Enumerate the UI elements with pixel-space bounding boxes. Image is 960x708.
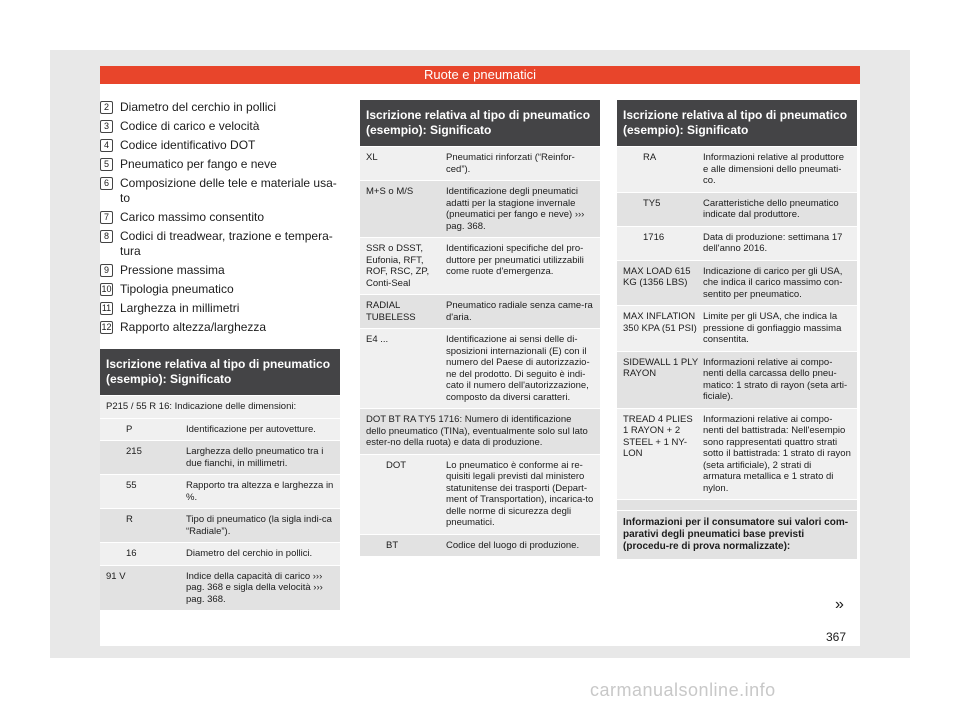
table-title: Iscrizione relativa al tipo di pneumatico (esempio): Significato [360,100,600,146]
watermark: carmanualsonline.info [590,680,776,700]
row-key: SIDEWALL 1 PLY RAYON [623,356,698,379]
column-right [617,100,857,559]
row-key: RA [643,152,657,163]
row-key: SSR o DSST, Eufonia, RFT, ROF, RSC, ZP, Conti-Seal [366,243,430,289]
number-badge: 3 [100,120,113,133]
table-row [617,192,857,226]
row-key: TY5 [643,197,661,209]
row-key: 215 [126,446,142,457]
column-middle [360,100,600,556]
table-row [360,146,600,180]
row-key: XL [366,152,378,163]
table-row [360,328,600,408]
row-value: Codice del luogo di produzione. [446,539,580,551]
row-key: M+S o M/S [366,186,414,197]
table-row [360,180,600,237]
list-item [100,282,340,297]
row-value: Limite per gli USA, che indica la pressione di gonfiaggio massima consentita. [703,311,842,345]
numbered-list [100,100,340,335]
list-item-text: Codice di carico e velocità [120,119,260,133]
row-value: Lo pneumatico è conforme ai re-quisiti legali previsti dal ministero statunitense dei trasporti (Depart-ment of Transportation), incarica-to delle norme di sicurezza degli pneumatici. [446,459,594,528]
list-item [100,210,340,225]
row-value: Indicazione di carico per gli USA, che indica il carico massimo con-sentito per pneumatico. [703,265,843,300]
consumer-info-note: Informazioni per il consumatore sui valori com-parativi degli pneumatici base previsti (procedu-re di prova normalizzate): [617,510,857,559]
row-value: Identificazione per autovetture. [186,423,316,435]
number-badge: 2 [100,101,113,114]
table-title: Iscrizione relativa al tipo di pneumatico (esempio): Significato [100,349,340,395]
page-number: 367 [826,630,847,644]
row-value: Pneumatico radiale senza came-ra d'aria. [446,300,593,323]
row-key: 1716 [643,231,665,243]
list-item-text: Codici di treadwear, trazione e tempera-tura [120,229,333,258]
table-row [100,474,340,508]
row-value: Pneumatici rinforzati (“Reinfor-ced”). [446,152,575,175]
list-item [100,301,340,316]
table-row [100,508,340,542]
row-key: TREAD 4 PLIES 1 RAYON + 2 STEEL + 1 NY-LON [623,413,693,459]
table-title: Iscrizione relativa al tipo di pneumatico (esempio): Significato [617,100,857,146]
row-value: Caratteristiche dello pneumatico indicate dal produttore. [703,197,839,220]
tire-inscription-table-3 [617,100,857,559]
number-badge: 11 [101,303,112,313]
table-row [100,418,340,441]
number-badge: 6 [100,177,113,190]
row-value: Data di produzione: settimana 17 dell'anno 2016. [703,231,843,254]
row-key: RADIAL TUBELESS [366,300,416,323]
row-value: Identificazione ai sensi delle di-sposizioni internazionali (E) con il numero del Paese di autorizzazio-ne del prodotto. Di seguito è indi-cato il numero dell'autorizzazione, composto da diversi caratteri. [446,334,590,403]
number-badge: 5 [100,158,113,171]
table-row [617,305,857,351]
list-item-text: Rapporto altezza/larghezza [120,320,267,334]
number-badge: 8 [100,230,113,243]
list-item [100,263,340,278]
dot-description: DOT BT RA TY5 1716: Numero di identificazione dello pneumatico (TINa), eventualmente solo sul lato ester-no della ruota) e data di produzione. [360,408,600,454]
list-item-text: Pneumatico per fango e neve [120,157,277,171]
table-row [617,351,857,408]
row-value: Informazioni relative ai compo-nenti del battistrada: Nell'esempio sono rappresentati quattro strati sotto il battistrada: 1 strato di rayon (seta artificiale), 2 strati di armatura metallica e 1 strato di nylon. [703,413,851,494]
row-value: Rapporto tra altezza e larghezza in %. [186,480,334,503]
list-item-text: Diametro del cerchio in pollici [120,100,277,114]
row-key: P [126,423,133,435]
row-value: Tipo di pneumatico (la sigla indi-ca “Radiale”). [186,514,332,537]
row-value: Identificazione degli pneumatici adatti per la stagione invernale (pneumatici per fango e neve) ››› pag. 368. [446,186,585,232]
row-key: 16 [126,548,137,559]
table-row [617,226,857,260]
table-row [100,565,340,611]
list-item-text: Carico massimo consentito [120,210,265,224]
row-value: Diametro del cerchio in pollici. [186,548,313,559]
list-item [100,320,340,335]
row-value: Informazioni relative ai compo-nenti della carcassa dello pneu-matico: 1 strato di rayon (seta arti-ficiale). [703,356,848,402]
table-row [617,499,857,510]
row-key: R [126,514,133,525]
table-row [617,146,857,192]
list-item-text: Codice identificativo DOT [120,138,256,152]
column-left [100,100,340,610]
table-row [617,408,857,500]
row-key: MAX INFLATION 350 KPA (51 PSI) [623,311,697,334]
list-item [100,138,340,153]
row-key: E4 ... [366,334,389,345]
list-item [100,176,340,206]
tire-inscription-table-2 [360,100,600,556]
row-value: Indice della capacità di carico ››› pag. 368 e sigla della velocità ››› pag. 368. [186,570,323,605]
table-intro: P215 / 55 R 16: Indicazione delle dimensioni: [100,395,340,418]
row-key: MAX LOAD 615 KG (1356 LBS) [623,265,691,288]
list-item [100,119,340,134]
list-item-text: Larghezza in millimetri [120,301,240,315]
number-badge: 9 [100,264,113,277]
table-row [360,454,600,534]
list-item-text: Composizione delle tele e materiale usa-to [120,176,337,205]
row-key: DOT [386,459,407,471]
table-row [360,534,600,557]
list-item [100,157,340,172]
number-badge: 7 [100,211,113,224]
table-row [617,260,857,306]
number-badge: 10 [101,284,112,294]
row-key: 55 [126,480,137,491]
number-badge: 12 [101,322,112,332]
section-header: Ruote e pneumatici [100,66,860,84]
row-key: 91 V [106,570,126,582]
list-item [100,229,340,259]
number-badge: 4 [100,139,113,152]
table-row [360,237,600,294]
row-value: Informazioni relative al produttore e alle dimensioni dello pneumati-co. [703,152,844,186]
row-key: BT [386,539,399,551]
table-row [100,542,340,565]
list-item [100,100,340,115]
row-value: Identificazioni specifiche del pro-duttore per pneumatici utilizzabili come ruote d'emergenza. [446,243,584,277]
list-item-text: Tipologia pneumatico [120,282,234,296]
table-row [100,440,340,474]
continue-arrow-icon: » [835,596,844,613]
table-row [360,294,600,328]
tire-inscription-table-1 [100,349,340,610]
row-value: Larghezza dello pneumatico tra i due fianchi, in millimetri. [186,446,324,469]
list-item-text: Pressione massima [120,263,225,277]
